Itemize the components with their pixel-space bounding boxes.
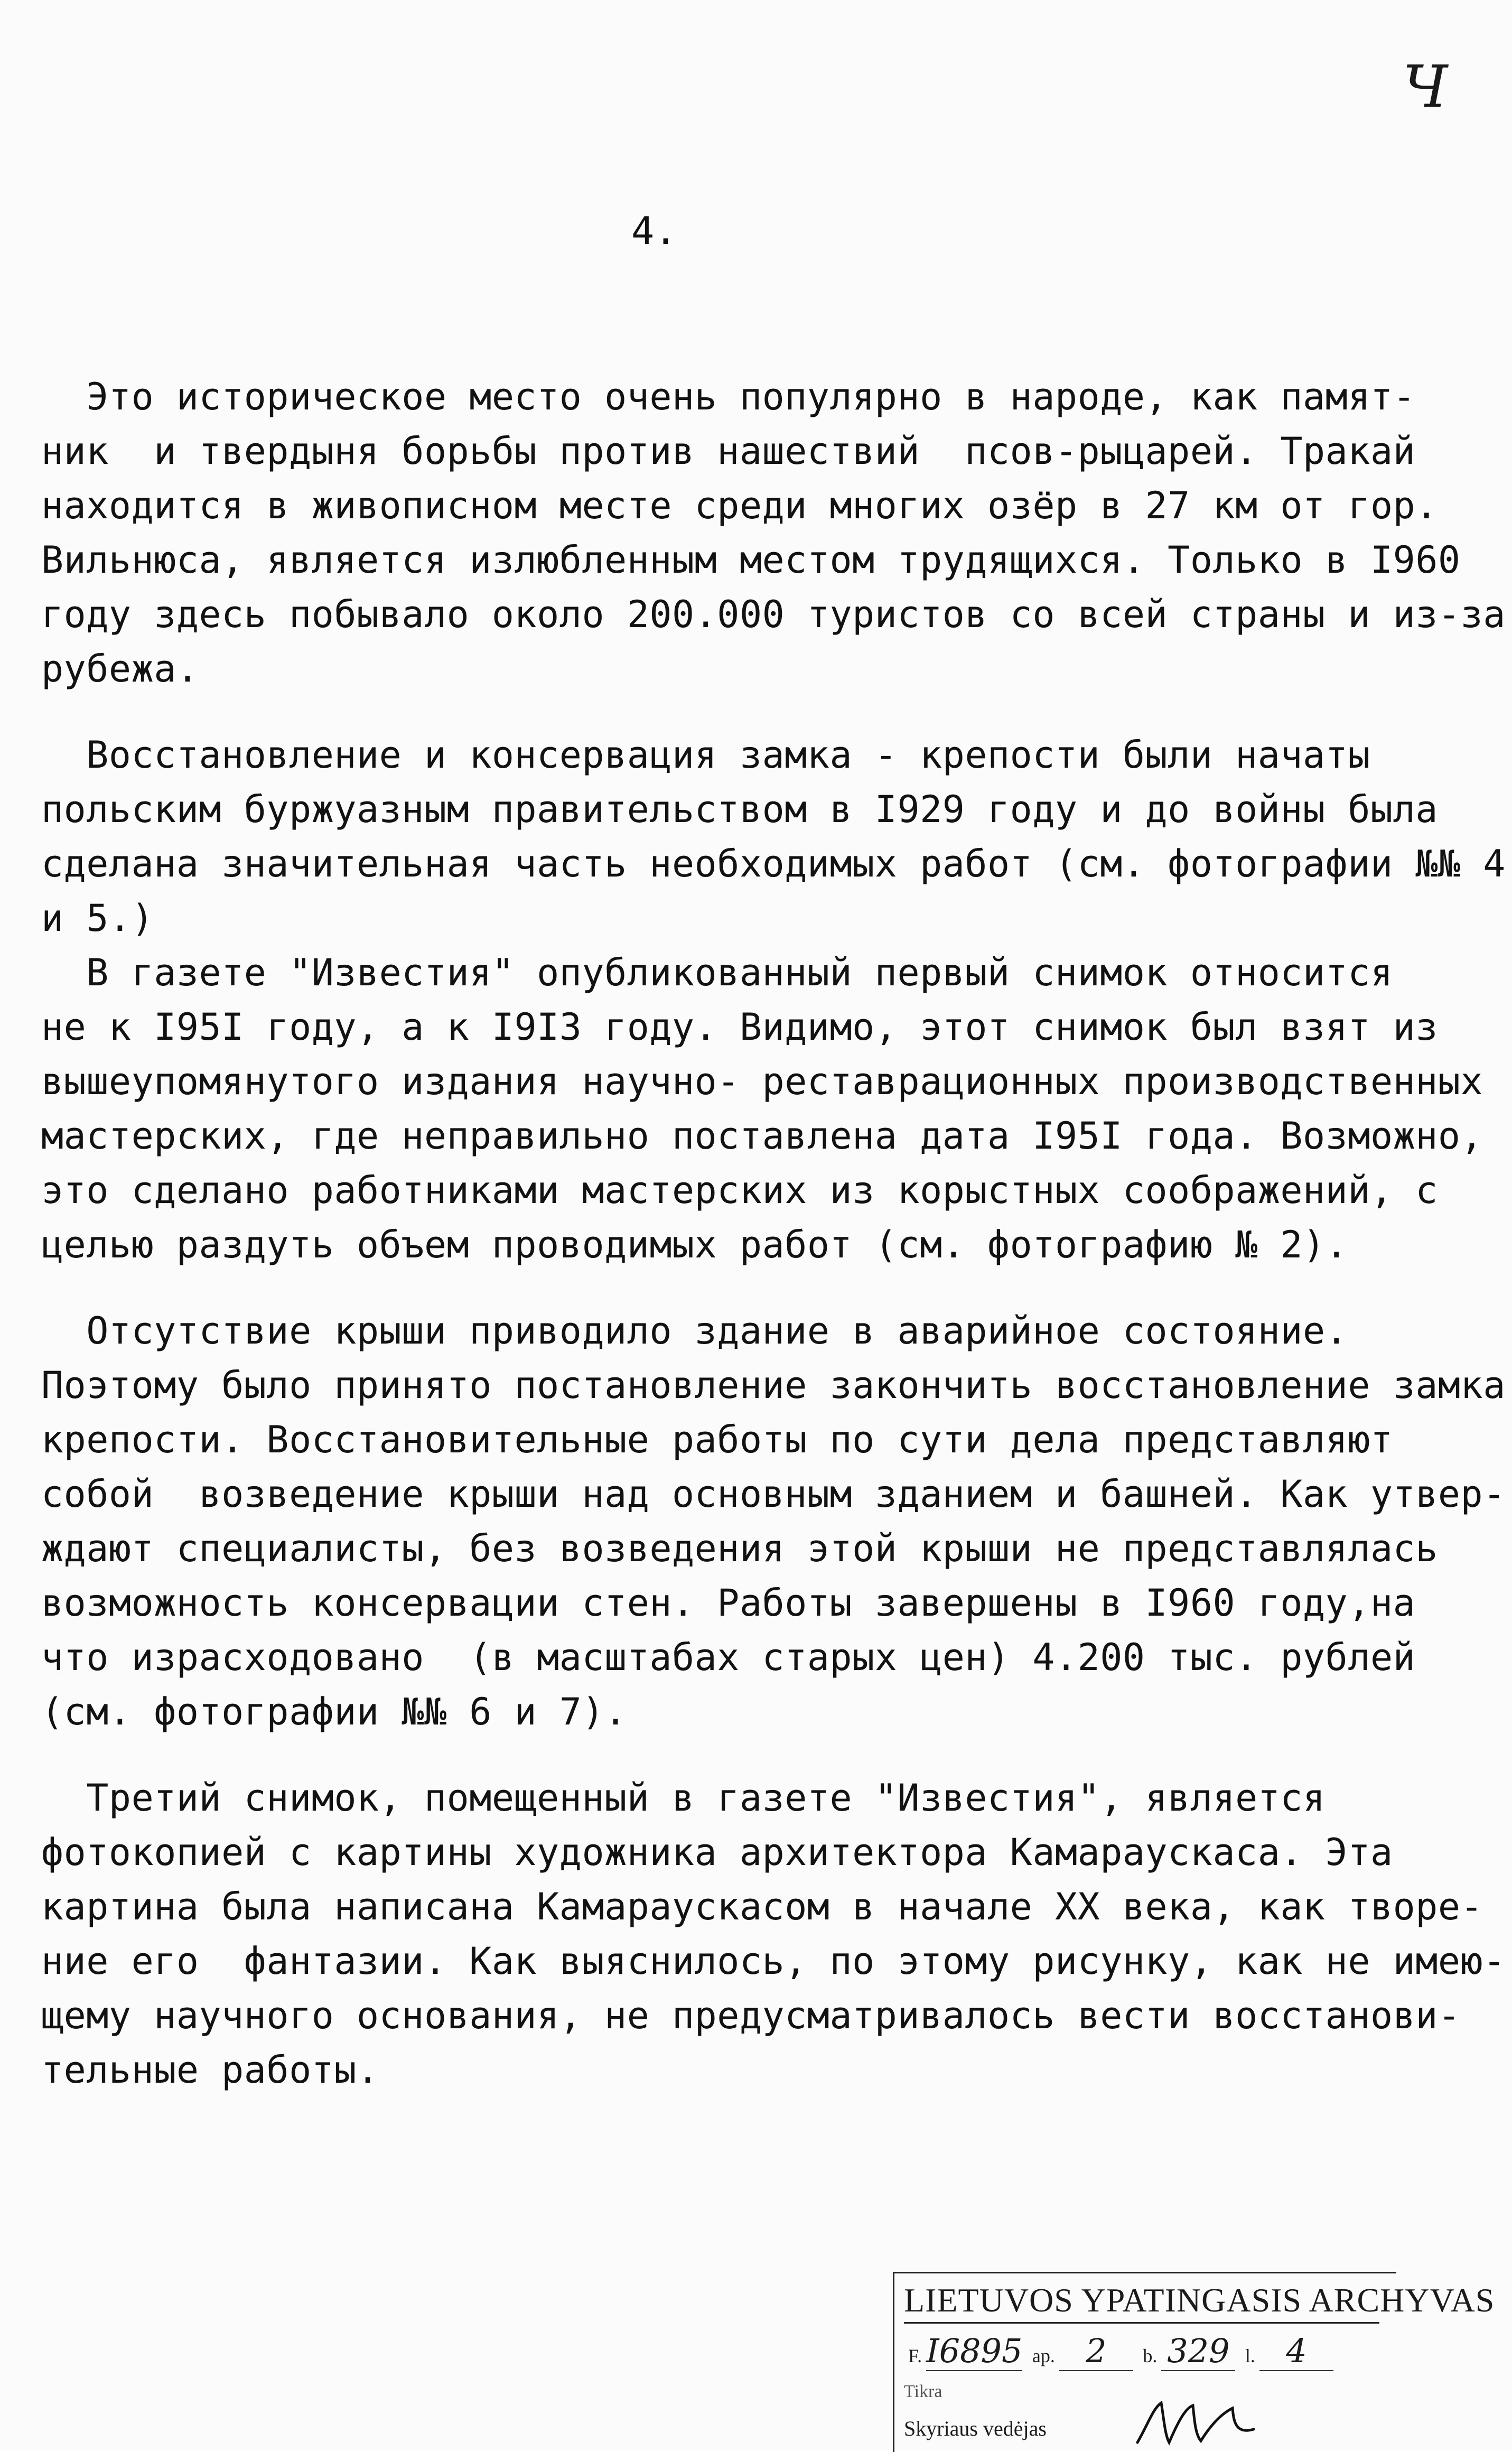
handwritten-signature [1132, 2392, 1259, 2450]
inventory-value: 2 [1059, 2332, 1133, 2371]
text-line: вышеупомянутого издания научно- реставрационных производственных [41, 1060, 1483, 1103]
paragraph-3 [41, 946, 1483, 1272]
text-line: целью раздуть объем проводимых работ (см. фотографию № 2). [41, 1223, 1348, 1266]
text-line: польским буржуазным правительством в I929 году и до войны была [41, 788, 1438, 831]
text-line: мастерских, где неправильно поставлена дата I95I года. Возможно, [41, 1114, 1483, 1158]
paragraph-5 [41, 1771, 1506, 2097]
inventory-label: ap. [1032, 2345, 1055, 2366]
text-line: Это историческое место очень популярно в народе, как памят- [41, 375, 1416, 418]
text-line: ник и твердыня борьбы против нашествий псов-рыцарей. Тракай [41, 430, 1416, 473]
archive-stamp [893, 2272, 1495, 2452]
text-line: сделана значительная часть необходимых работ (см. фотографии №№ 4 [41, 842, 1506, 885]
file-value: 329 [1161, 2332, 1235, 2371]
text-line: картина была написана Камараускасом в начале XX века, как творе- [41, 1885, 1483, 1928]
certified-label: Tikra [904, 2382, 942, 2401]
fond-value: I6895 [926, 2332, 1023, 2370]
fond-label: F. [908, 2345, 922, 2366]
archive-stamp-reference [904, 2332, 1333, 2371]
paragraph-4 [41, 1304, 1506, 1739]
text-line: возможность консервации стен. Работы завершены в I960 году,на [41, 1581, 1416, 1625]
text-line: находится в живописном месте среди многих озёр в 27 км от гор. [41, 484, 1438, 527]
text-line: ждают специалисты, без возведения этой крыши не представлялась [41, 1527, 1438, 1570]
text-line: Вильнюса, является излюбленным местом трудящихся. Только в I960 [41, 538, 1461, 582]
text-line: крепости. Восстановительные работы по сути дела представляют [41, 1418, 1393, 1461]
document-body [41, 370, 1506, 2097]
text-line: ние его фантазии. Как выяснилось, по этому рисунку, как не имею- [41, 1940, 1506, 1983]
page-number: 4. [631, 209, 677, 253]
signer-label: Skyriaus vedėjas [904, 2417, 1047, 2440]
archive-stamp-title: LIETUVOS YPATINGASIS ARCHYVAS [904, 2281, 1379, 2324]
text-line: рубежа. [41, 647, 199, 691]
text-line: щему научного основания, не предусматривалось вести восстанови- [41, 1994, 1461, 2037]
text-line: году здесь побывало около 200.000 туристов со всей страны и из-за [41, 593, 1506, 636]
text-line: Отсутствие крыши приводило здание в аварийное состояние. [41, 1309, 1348, 1353]
text-line: (см. фотографии №№ 6 и 7). [41, 1690, 627, 1733]
text-line: не к I95I году, а к I9I3 году. Видимо, этот снимок был взят из [41, 1005, 1438, 1049]
handwritten-page-mark: Ч [1403, 53, 1448, 120]
text-line: фотокопией с картины художника архитектора Камараускаса. Эта [41, 1831, 1393, 1874]
text-line: Восстановление и консервация замка - крепости были начаты [41, 733, 1370, 777]
text-line: что израсходовано (в масштабах старых цен) 4.200 тыс. рублей [41, 1636, 1416, 1679]
paragraph-2 [41, 728, 1506, 946]
text-line: Поэтому было принято постановление закончить восстановление замка [41, 1364, 1506, 1407]
text-line: Третий снимок, помещенный в газете "Известия", является [41, 1776, 1326, 1820]
file-label: b. [1143, 2345, 1158, 2366]
text-line: и 5.) [41, 897, 154, 940]
text-line: В газете "Известия" опубликованный первый снимок относится [41, 951, 1393, 994]
text-line: тельные работы. [41, 2048, 379, 2092]
paragraph-1 [41, 370, 1506, 696]
text-line: собой возведение крыши над основным зданием и башней. Как утвер- [41, 1472, 1506, 1516]
text-line: это сделано работниками мастерских из корыстных соображений, с [41, 1169, 1438, 1212]
sheet-label: l. [1245, 2345, 1255, 2366]
sheet-value: 4 [1259, 2332, 1333, 2371]
